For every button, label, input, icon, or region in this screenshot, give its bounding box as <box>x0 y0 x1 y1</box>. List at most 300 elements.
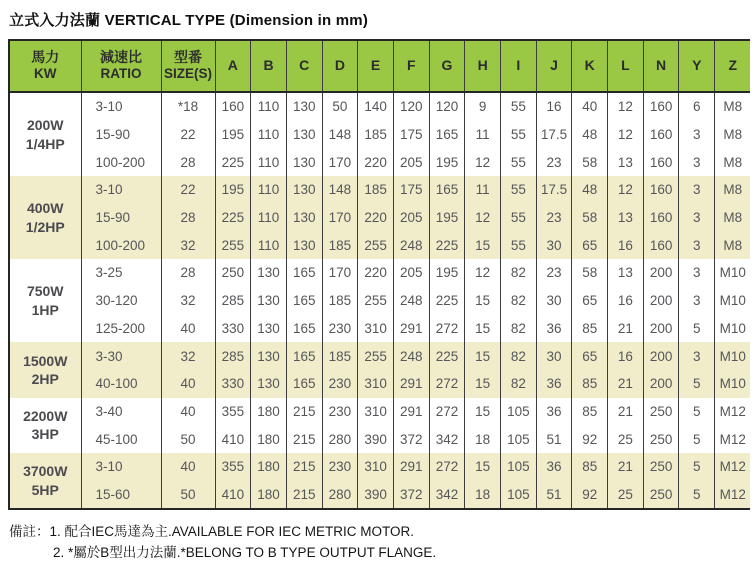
dim-d-cell: 170 <box>322 148 358 176</box>
dim-i-cell: 55 <box>501 231 537 259</box>
dim-b-cell: 110 <box>251 92 287 121</box>
header-dim-h: H <box>465 40 501 92</box>
dim-a-cell: 330 <box>215 315 251 343</box>
dim-z-cell: M12 <box>715 425 751 453</box>
dim-y-cell: 3 <box>679 176 715 204</box>
dim-e-cell: 185 <box>358 176 394 204</box>
dim-i-cell: 82 <box>501 370 537 398</box>
dim-d-cell: 230 <box>322 315 358 343</box>
dim-z-cell: M8 <box>715 121 751 149</box>
dim-g-cell: 272 <box>429 315 465 343</box>
dim-k-cell: 85 <box>572 453 608 481</box>
dim-i-cell: 82 <box>501 342 537 370</box>
dim-k-cell: 40 <box>572 92 608 121</box>
dim-c-cell: 165 <box>286 287 322 315</box>
dim-d-cell: 170 <box>322 204 358 232</box>
ratio-cell: 40-100 <box>81 370 161 398</box>
dim-n-cell: 160 <box>643 231 679 259</box>
dim-l-cell: 21 <box>608 453 644 481</box>
dim-k-cell: 92 <box>572 425 608 453</box>
dim-l-cell: 12 <box>608 176 644 204</box>
table-row <box>9 425 750 453</box>
dim-j-cell: 23 <box>536 204 572 232</box>
header-dim-i: I <box>501 40 537 92</box>
dim-k-cell: 92 <box>572 481 608 510</box>
table-row <box>9 231 750 259</box>
dim-a-cell: 195 <box>215 121 251 149</box>
ratio-cell: 3-10 <box>81 453 161 481</box>
dim-e-cell: 255 <box>358 287 394 315</box>
dim-i-cell: 55 <box>501 148 537 176</box>
size-cell: 28 <box>161 148 215 176</box>
dim-g-cell: 225 <box>429 342 465 370</box>
dim-i-cell: 105 <box>501 398 537 426</box>
dim-z-cell: M12 <box>715 481 751 510</box>
table-row <box>9 204 750 232</box>
note-line-2 <box>9 543 756 564</box>
dim-y-cell: 5 <box>679 315 715 343</box>
ratio-cell: 15-90 <box>81 121 161 149</box>
page-title: 立式入力法蘭 VERTICAL TYPE (Dimension in mm) <box>9 12 369 29</box>
dim-c-cell: 130 <box>286 121 322 149</box>
dim-g-cell: 195 <box>429 148 465 176</box>
size-cell: 22 <box>161 176 215 204</box>
dim-y-cell: 3 <box>679 148 715 176</box>
dim-g-cell: 195 <box>429 259 465 287</box>
dim-k-cell: 58 <box>572 148 608 176</box>
dim-b-cell: 130 <box>251 315 287 343</box>
dim-e-cell: 310 <box>358 315 394 343</box>
dim-d-cell: 148 <box>322 176 358 204</box>
dim-z-cell: M10 <box>715 370 751 398</box>
dim-e-cell: 220 <box>358 259 394 287</box>
dim-n-cell: 200 <box>643 342 679 370</box>
header-size <box>161 40 215 92</box>
dim-c-cell: 130 <box>286 231 322 259</box>
size-cell: 28 <box>161 259 215 287</box>
table-row <box>9 121 750 149</box>
dim-d-cell: 280 <box>322 425 358 453</box>
size-cell: *18 <box>161 92 215 121</box>
power-hp: 3HP <box>31 426 59 443</box>
dim-n-cell: 160 <box>643 92 679 121</box>
dim-j-cell: 51 <box>536 425 572 453</box>
dim-n-cell: 200 <box>643 315 679 343</box>
dim-h-cell: 11 <box>465 176 501 204</box>
dim-e-cell: 310 <box>358 453 394 481</box>
dim-l-cell: 16 <box>608 287 644 315</box>
size-cell: 22 <box>161 121 215 149</box>
dim-j-cell: 16 <box>536 92 572 121</box>
power-hp: 1HP <box>31 301 59 318</box>
dim-j-cell: 23 <box>536 259 572 287</box>
ratio-cell: 15-60 <box>81 481 161 510</box>
dim-f-cell: 248 <box>393 342 429 370</box>
dim-z-cell: M12 <box>715 453 751 481</box>
dim-f-cell: 120 <box>393 92 429 121</box>
dim-n-cell: 250 <box>643 425 679 453</box>
dim-z-cell: M10 <box>715 287 751 315</box>
dim-a-cell: 355 <box>215 453 251 481</box>
dim-n-cell: 250 <box>643 453 679 481</box>
ratio-cell: 3-10 <box>81 176 161 204</box>
dim-n-cell: 200 <box>643 259 679 287</box>
dim-h-cell: 15 <box>465 453 501 481</box>
dim-e-cell: 185 <box>358 121 394 149</box>
dim-f-cell: 175 <box>393 176 429 204</box>
dim-b-cell: 130 <box>251 287 287 315</box>
dim-h-cell: 18 <box>465 481 501 510</box>
note-1-text: 1. 配合IEC馬達為主.AVAILABLE FOR IEC METRIC MOTOR. <box>49 524 415 540</box>
dim-z-cell: M8 <box>715 148 751 176</box>
table-row <box>9 315 750 343</box>
ratio-cell: 15-90 <box>81 204 161 232</box>
dim-e-cell: 220 <box>358 204 394 232</box>
dim-h-cell: 12 <box>465 204 501 232</box>
dim-z-cell: M10 <box>715 315 751 343</box>
dim-f-cell: 205 <box>393 148 429 176</box>
dim-a-cell: 330 <box>215 370 251 398</box>
dim-j-cell: 30 <box>536 342 572 370</box>
dim-g-cell: 120 <box>429 92 465 121</box>
dim-g-cell: 342 <box>429 425 465 453</box>
dim-h-cell: 12 <box>465 259 501 287</box>
ratio-cell: 3-40 <box>81 398 161 426</box>
header-dim-a: A <box>215 40 251 92</box>
power-hp: 1/2HP <box>25 218 65 235</box>
dim-h-cell: 11 <box>465 121 501 149</box>
dim-j-cell: 51 <box>536 481 572 510</box>
dim-f-cell: 205 <box>393 259 429 287</box>
dim-c-cell: 130 <box>286 92 322 121</box>
dim-k-cell: 58 <box>572 204 608 232</box>
power-hp: 2HP <box>31 370 59 387</box>
dim-c-cell: 165 <box>286 342 322 370</box>
dim-h-cell: 15 <box>465 370 501 398</box>
dim-l-cell: 21 <box>608 370 644 398</box>
ratio-cell: 125-200 <box>81 315 161 343</box>
dim-a-cell: 250 <box>215 259 251 287</box>
dim-d-cell: 230 <box>322 453 358 481</box>
dim-b-cell: 130 <box>251 342 287 370</box>
dim-i-cell: 82 <box>501 259 537 287</box>
header-dim-k: K <box>572 40 608 92</box>
table-row <box>9 453 750 481</box>
table-row <box>9 287 750 315</box>
dim-y-cell: 3 <box>679 204 715 232</box>
dim-c-cell: 130 <box>286 148 322 176</box>
ratio-cell: 45-100 <box>81 425 161 453</box>
dim-i-cell: 55 <box>501 121 537 149</box>
header-row <box>9 40 750 92</box>
dim-y-cell: 3 <box>679 287 715 315</box>
dim-h-cell: 15 <box>465 398 501 426</box>
dim-e-cell: 310 <box>358 398 394 426</box>
dim-n-cell: 250 <box>643 481 679 510</box>
dim-b-cell: 180 <box>251 398 287 426</box>
dim-z-cell: M8 <box>715 204 751 232</box>
header-dim-y: Y <box>679 40 715 92</box>
dim-g-cell: 195 <box>429 204 465 232</box>
dim-b-cell: 110 <box>251 121 287 149</box>
dim-n-cell: 160 <box>643 148 679 176</box>
dim-b-cell: 130 <box>251 259 287 287</box>
dim-e-cell: 140 <box>358 92 394 121</box>
size-cell: 40 <box>161 398 215 426</box>
dim-b-cell: 110 <box>251 204 287 232</box>
dim-f-cell: 372 <box>393 425 429 453</box>
dim-k-cell: 65 <box>572 342 608 370</box>
power-cell <box>9 398 81 453</box>
dim-c-cell: 165 <box>286 370 322 398</box>
dim-l-cell: 16 <box>608 342 644 370</box>
note-2-text: 2. *屬於B型出力法蘭.*BELONG TO B TYPE OUTPUT FLANGE. <box>53 545 437 561</box>
dim-f-cell: 205 <box>393 204 429 232</box>
dim-j-cell: 36 <box>536 315 572 343</box>
dim-b-cell: 110 <box>251 176 287 204</box>
dim-l-cell: 21 <box>608 315 644 343</box>
dim-i-cell: 82 <box>501 287 537 315</box>
dim-f-cell: 291 <box>393 315 429 343</box>
header-ratio <box>81 40 161 92</box>
dim-e-cell: 310 <box>358 370 394 398</box>
dim-j-cell: 30 <box>536 231 572 259</box>
power-cell <box>9 259 81 342</box>
dim-y-cell: 3 <box>679 121 715 149</box>
header-power-en: KW <box>34 66 57 82</box>
size-cell: 28 <box>161 204 215 232</box>
dim-i-cell: 105 <box>501 453 537 481</box>
dim-f-cell: 291 <box>393 398 429 426</box>
dim-f-cell: 372 <box>393 481 429 510</box>
header-dim-z: Z <box>715 40 751 92</box>
power-watts: 1500W <box>23 352 68 369</box>
dim-j-cell: 30 <box>536 287 572 315</box>
dim-c-cell: 215 <box>286 453 322 481</box>
dim-b-cell: 180 <box>251 453 287 481</box>
header-dim-d: D <box>322 40 358 92</box>
table-row <box>9 259 750 287</box>
dim-l-cell: 12 <box>608 92 644 121</box>
dim-g-cell: 165 <box>429 176 465 204</box>
table-row <box>9 342 750 370</box>
power-watts: 3700W <box>23 463 68 480</box>
table-row <box>9 92 750 121</box>
header-dim-f: F <box>393 40 429 92</box>
dim-y-cell: 5 <box>679 398 715 426</box>
dim-y-cell: 3 <box>679 231 715 259</box>
dim-l-cell: 13 <box>608 259 644 287</box>
dim-y-cell: 6 <box>679 92 715 121</box>
dim-f-cell: 248 <box>393 287 429 315</box>
dim-z-cell: M12 <box>715 398 751 426</box>
header-dim-g: G <box>429 40 465 92</box>
dim-l-cell: 12 <box>608 121 644 149</box>
dim-k-cell: 48 <box>572 121 608 149</box>
dim-z-cell: M8 <box>715 231 751 259</box>
dim-h-cell: 12 <box>465 148 501 176</box>
power-hp: 5HP <box>31 481 59 498</box>
dim-d-cell: 230 <box>322 398 358 426</box>
dim-h-cell: 9 <box>465 92 501 121</box>
ratio-cell: 3-10 <box>81 92 161 121</box>
header-power <box>9 40 81 92</box>
dim-a-cell: 355 <box>215 398 251 426</box>
dim-j-cell: 17.5 <box>536 176 572 204</box>
dim-f-cell: 175 <box>393 121 429 149</box>
dim-b-cell: 110 <box>251 231 287 259</box>
dim-y-cell: 3 <box>679 259 715 287</box>
size-cell: 40 <box>161 453 215 481</box>
dim-h-cell: 18 <box>465 425 501 453</box>
notes-label: 備註： <box>9 524 50 540</box>
dim-y-cell: 5 <box>679 370 715 398</box>
dim-h-cell: 15 <box>465 315 501 343</box>
dim-j-cell: 36 <box>536 453 572 481</box>
dim-a-cell: 410 <box>215 425 251 453</box>
ratio-cell: 30-120 <box>81 287 161 315</box>
dim-c-cell: 165 <box>286 315 322 343</box>
size-cell: 32 <box>161 342 215 370</box>
dim-j-cell: 17.5 <box>536 121 572 149</box>
dim-k-cell: 65 <box>572 287 608 315</box>
header-dim-e: E <box>358 40 394 92</box>
table-row <box>9 370 750 398</box>
size-cell: 32 <box>161 287 215 315</box>
dim-y-cell: 5 <box>679 481 715 510</box>
power-cell <box>9 92 81 176</box>
size-cell: 32 <box>161 231 215 259</box>
table-header <box>9 40 750 92</box>
dim-l-cell: 21 <box>608 398 644 426</box>
dim-a-cell: 285 <box>215 342 251 370</box>
size-cell: 40 <box>161 370 215 398</box>
dim-f-cell: 291 <box>393 453 429 481</box>
dim-n-cell: 160 <box>643 176 679 204</box>
power-hp: 1/4HP <box>25 135 65 152</box>
size-cell: 50 <box>161 481 215 510</box>
dim-j-cell: 23 <box>536 148 572 176</box>
dim-j-cell: 36 <box>536 370 572 398</box>
dim-k-cell: 85 <box>572 398 608 426</box>
dim-l-cell: 25 <box>608 481 644 510</box>
dim-n-cell: 200 <box>643 287 679 315</box>
dim-j-cell: 36 <box>536 398 572 426</box>
table-body <box>9 92 750 509</box>
ratio-cell: 3-25 <box>81 259 161 287</box>
dim-d-cell: 230 <box>322 370 358 398</box>
dim-z-cell: M8 <box>715 92 751 121</box>
dim-a-cell: 195 <box>215 176 251 204</box>
dim-l-cell: 13 <box>608 148 644 176</box>
dim-e-cell: 255 <box>358 342 394 370</box>
dim-h-cell: 15 <box>465 287 501 315</box>
dim-y-cell: 5 <box>679 453 715 481</box>
power-watts: 2200W <box>23 408 68 425</box>
dim-z-cell: M8 <box>715 176 751 204</box>
dim-h-cell: 15 <box>465 231 501 259</box>
notes-section <box>9 522 756 564</box>
dim-e-cell: 390 <box>358 481 394 510</box>
dim-b-cell: 130 <box>251 370 287 398</box>
vertical-type-dimension-table <box>8 39 750 510</box>
dim-i-cell: 105 <box>501 425 537 453</box>
dim-i-cell: 55 <box>501 176 537 204</box>
dim-g-cell: 272 <box>429 370 465 398</box>
dim-e-cell: 390 <box>358 425 394 453</box>
dim-d-cell: 185 <box>322 342 358 370</box>
dim-a-cell: 225 <box>215 148 251 176</box>
dim-e-cell: 220 <box>358 148 394 176</box>
header-dim-l: L <box>608 40 644 92</box>
dim-a-cell: 160 <box>215 92 251 121</box>
dim-l-cell: 25 <box>608 425 644 453</box>
dim-l-cell: 16 <box>608 231 644 259</box>
dim-g-cell: 272 <box>429 398 465 426</box>
dim-i-cell: 82 <box>501 315 537 343</box>
header-dim-c: C <box>286 40 322 92</box>
table-row <box>9 148 750 176</box>
power-cell <box>9 342 81 397</box>
dim-h-cell: 15 <box>465 342 501 370</box>
dim-a-cell: 285 <box>215 287 251 315</box>
dim-g-cell: 225 <box>429 287 465 315</box>
dim-k-cell: 65 <box>572 231 608 259</box>
dim-c-cell: 215 <box>286 398 322 426</box>
dim-d-cell: 50 <box>322 92 358 121</box>
note-line-1 <box>9 522 756 543</box>
dim-a-cell: 410 <box>215 481 251 510</box>
dim-k-cell: 85 <box>572 370 608 398</box>
dim-n-cell: 160 <box>643 204 679 232</box>
power-cell <box>9 176 81 259</box>
dim-c-cell: 130 <box>286 176 322 204</box>
header-dim-j: J <box>536 40 572 92</box>
header-ratio-en: RATIO <box>100 66 142 82</box>
dim-k-cell: 58 <box>572 259 608 287</box>
dim-n-cell: 250 <box>643 398 679 426</box>
table-row <box>9 176 750 204</box>
dim-i-cell: 55 <box>501 92 537 121</box>
header-size-en: SIZE(S) <box>163 66 212 82</box>
dim-f-cell: 291 <box>393 370 429 398</box>
dim-c-cell: 130 <box>286 204 322 232</box>
dim-c-cell: 165 <box>286 259 322 287</box>
power-watts: 200W <box>26 117 64 134</box>
dim-e-cell: 255 <box>358 231 394 259</box>
dim-g-cell: 342 <box>429 481 465 510</box>
power-cell <box>9 453 81 509</box>
dim-g-cell: 165 <box>429 121 465 149</box>
header-power-zh: 馬力 <box>31 48 60 65</box>
dim-d-cell: 148 <box>322 121 358 149</box>
ratio-cell: 100-200 <box>81 231 161 259</box>
dim-g-cell: 225 <box>429 231 465 259</box>
dim-b-cell: 180 <box>251 481 287 510</box>
header-dim-b: B <box>251 40 287 92</box>
header-dim-n: N <box>643 40 679 92</box>
dim-n-cell: 160 <box>643 121 679 149</box>
dim-a-cell: 225 <box>215 204 251 232</box>
dim-c-cell: 215 <box>286 481 322 510</box>
power-watts: 750W <box>26 283 64 300</box>
dim-k-cell: 85 <box>572 315 608 343</box>
dim-b-cell: 110 <box>251 148 287 176</box>
dim-y-cell: 3 <box>679 342 715 370</box>
dim-b-cell: 180 <box>251 425 287 453</box>
table-row <box>9 481 750 510</box>
size-cell: 50 <box>161 425 215 453</box>
